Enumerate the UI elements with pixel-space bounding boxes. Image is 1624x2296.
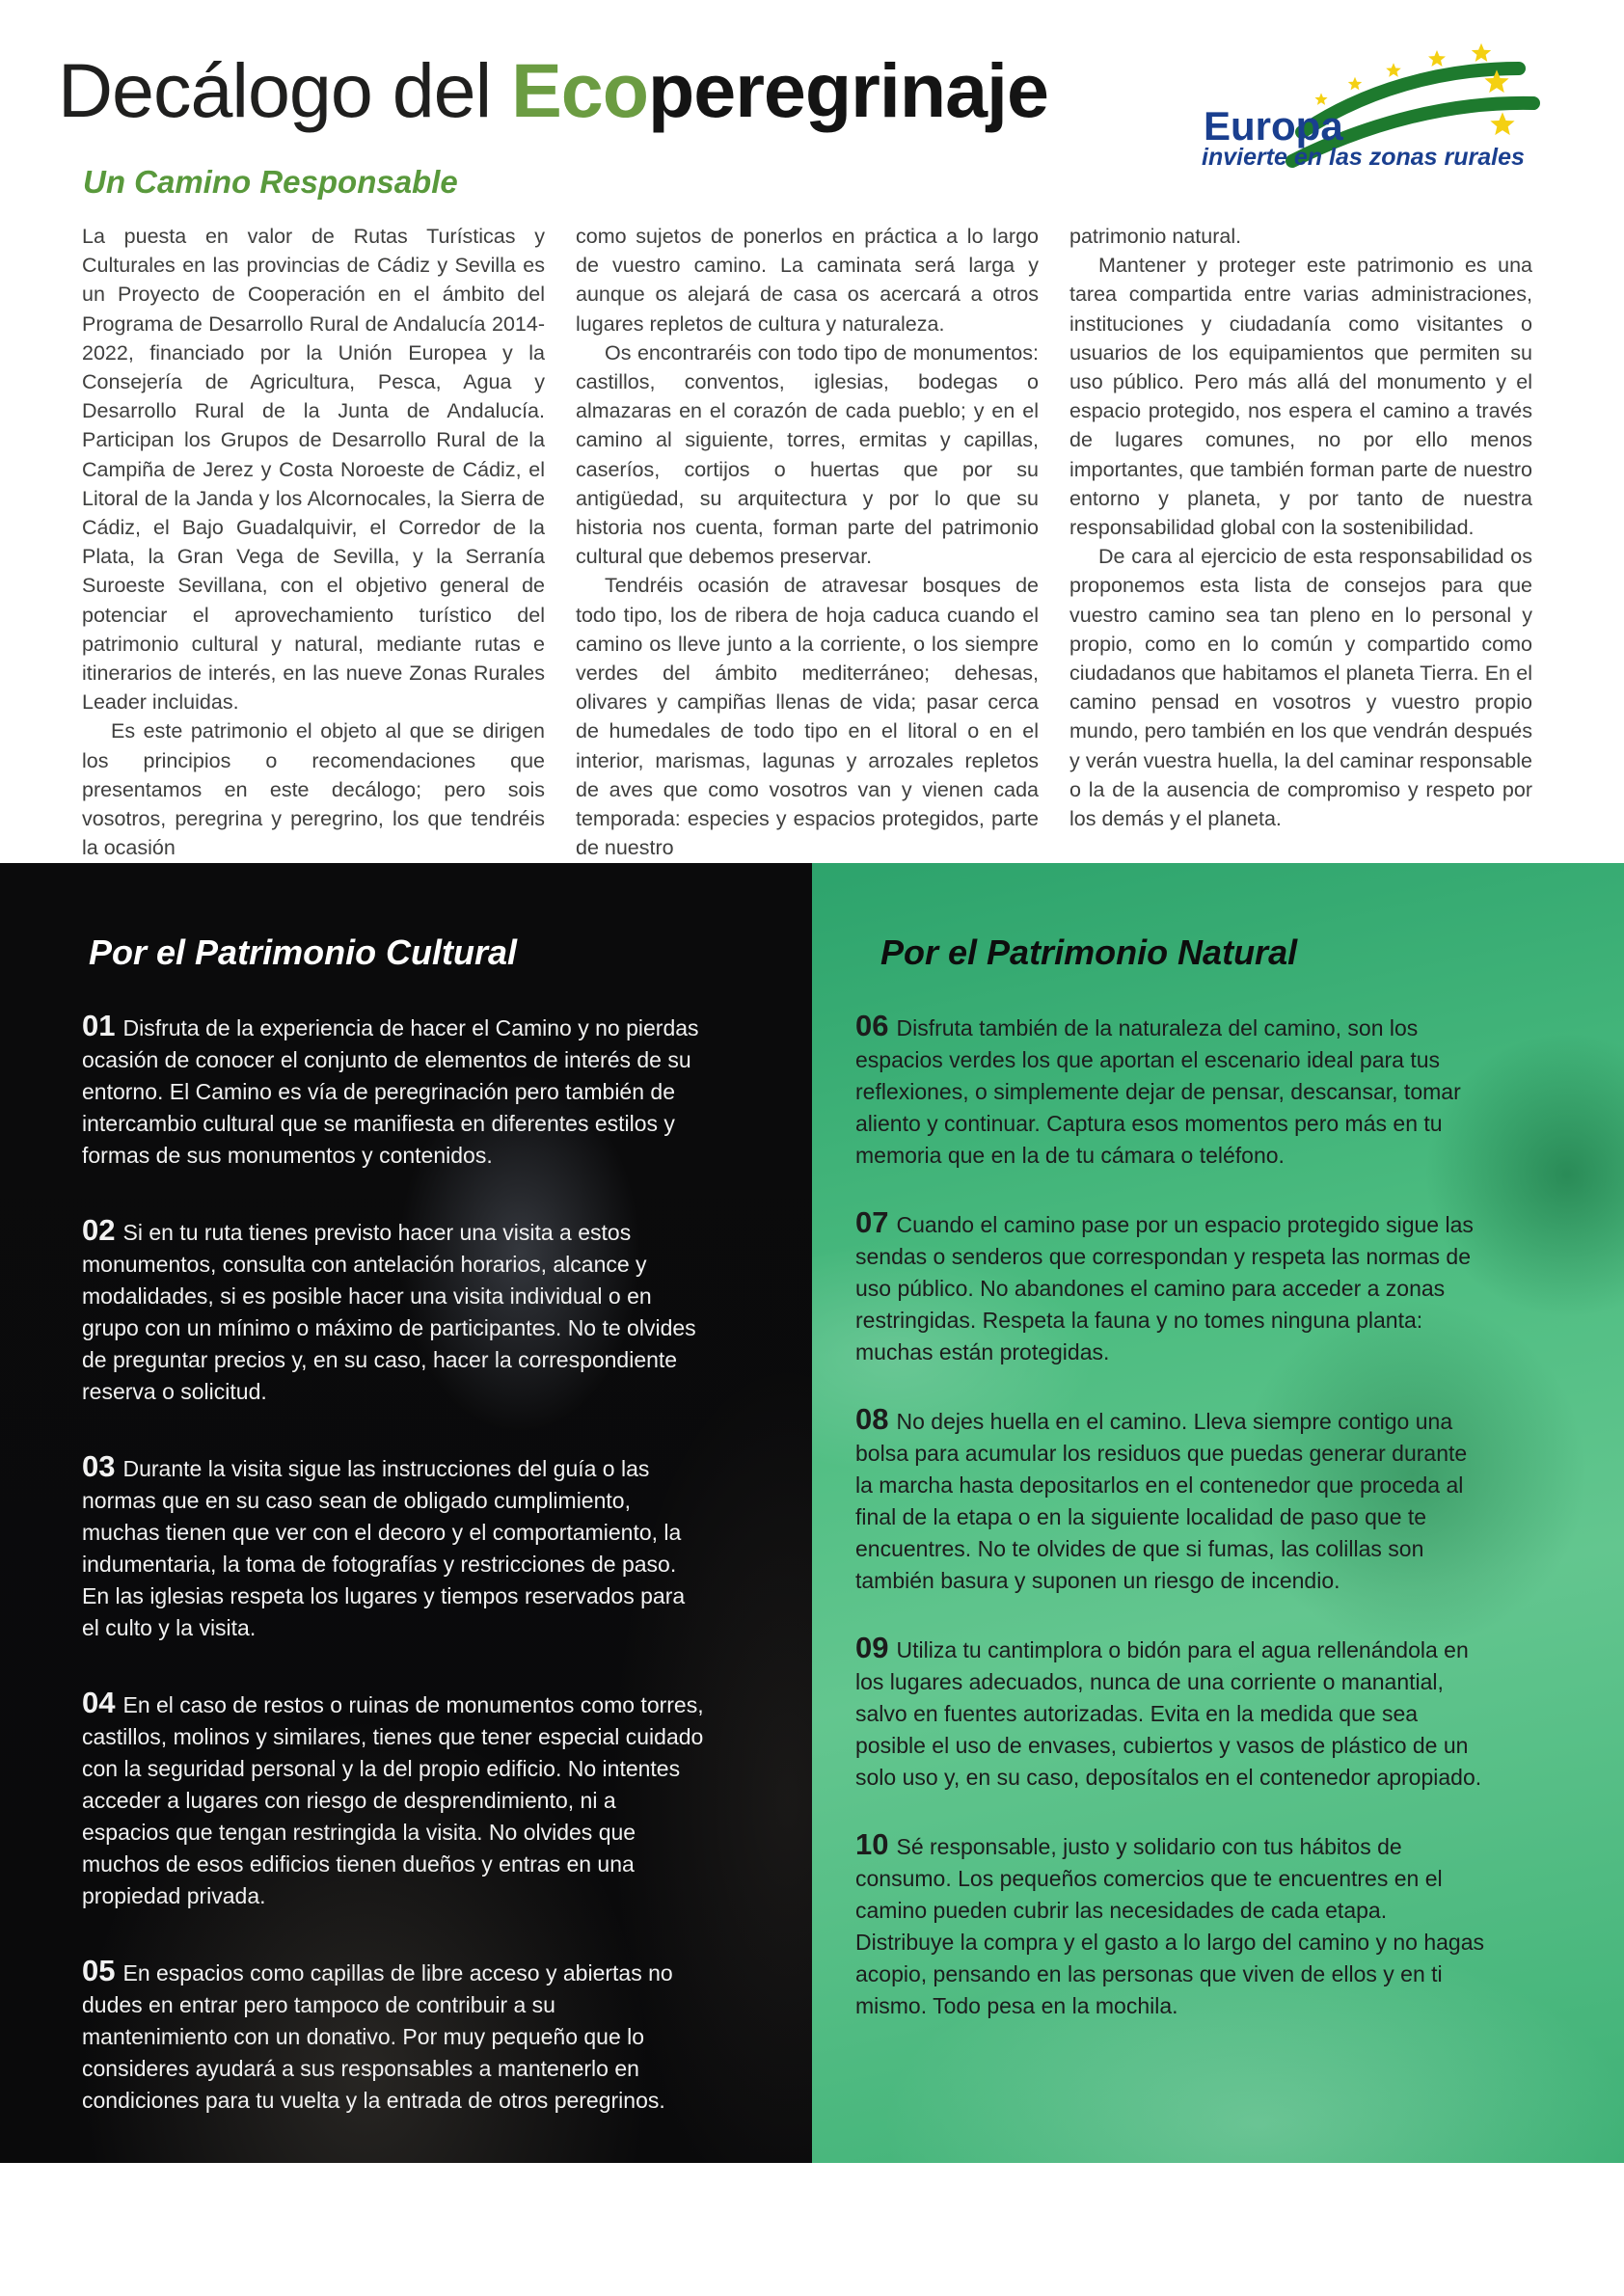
item-number: 04 <box>82 1686 116 1719</box>
decalogo-item-06 <box>855 1010 1484 1172</box>
intro-paragraph: Tendréis ocasión de atravesar bosques de todo tipo, los de ribera de hoja caduca cuando el camino os lleve junto a la corriente, o los siempre verdes del ámbito mediterráneo; dehesas, olivares y campiñas llenas de vida; pasar cerca de humedales de todo tipo en el litoral o en el interior, marismas, lagunas y arrozales repletos de aves que como vosotros van y vienen cada temporada: especies y espacios protegidos, parte de nuestro <box>576 574 1039 860</box>
item-text: Si en tu ruta tienes previsto hacer una visita a estos monumentos, consulta con antelación horarios, alcance y modalidades, si es posible hacer una visita individual o en grupo con un mínimo o máximo de participantes. No te olvides de preguntar precios y, en su caso, hacer la correspondiente reserva o solicitud. <box>82 1220 696 1404</box>
item-text: No dejes huella en el camino. Lleva siempre contigo una bolsa para acumular los residuos que puedas generar durante la marcha hasta depositarlos en el contenedor que proceda al final de la etapa o en la siguiente localidad de paso que te encuentres. No te olvides de que si fumas, las colillas son también basura y suponen un riesgo de incendio. <box>855 1409 1468 1593</box>
page-title <box>58 46 1048 135</box>
intro-paragraph: De cara al ejercicio de esta responsabilidad os proponemos esta lista de consejos para que vuestro camino sea tan pleno en lo personal y propio, como en lo común y compartido como ciudadanos que habitamos el planeta Tierra. En el camino pensad en vosotros y vuestro propio mundo, pero también en los que vendrán después y verán vuestra huella, la del caminar responsable o la de la ausencia de compromiso y respeto por los demás y el planeta. <box>1069 545 1532 831</box>
item-text: Utiliza tu cantimplora o bidón para el agua rellenándola en los lugares adecuados, nunca de una corriente o manantial, salvo en fuentes autorizadas. Evita en la medida que sea posible el uso de envases, cubiertos y vasos de plástico de un solo uso y, en su caso, deposítalos en el contenedor apropiado. <box>855 1637 1482 1790</box>
item-number: 01 <box>82 1009 116 1042</box>
footer-logos <box>0 2163 1624 2296</box>
item-text: En el caso de restos o ruinas de monumentos como torres, castillos, molinos y similares, tienes que tener especial cuidado con la seguridad personal y la del propio edificio. No intentes acceder a lugares con riesgo de desprendimiento, ni a espacios que tengan restringida la visita. No olvides que muchos de esos edificios tienen dueños y entras en una propiedad privada. <box>82 1692 704 1908</box>
intro-paragraph: La puesta en valor de Rutas Turísticas y Culturales en las provincias de Cádiz y Sevilla es un Proyecto de Cooperación en el ámbito del Programa de Desarrollo Rural de Andalucía 2014-2022, financiado por la Unión Europea y la Consejería de Agricultura, Pesca, Agua y Desarrollo Rural de la Junta de Andalucía. Participan los Grupos de Desarrollo Rural de la Campiña de Jerez y Costa Noroeste de Cádiz, el Litoral de la Janda y los Alcornocales, la Sierra de Cádiz, el Bajo Guadalquivir, el Corredor de la Plata, la Gran Vega de Sevilla, y la Serranía Suroeste Sevillana, con el objetivo general de potenciar el aprovechamiento turístico del patrimonio cultural y natural, mediante rutas e itinerarios de interés, en las nueve Zonas Rurales Leader incluidas. <box>82 225 545 715</box>
intro-paragraph: Mantener y proteger este patrimonio es una tarea compartida entre varias administraciones, instituciones y ciudadanía como visitantes o usuarios de los equipamientos que permiten su uso público. Pero más allá del monumento y el espacio protegido, nos espera el camino a través de lugares comunes, no por ello menos importantes, que también forman parte de nuestro entorno y planeta, y por tanto de nuestra responsabilidad global con la sostenibilidad. <box>1069 254 1532 540</box>
decalogo-item-10 <box>855 1828 1484 2022</box>
title-eco: Eco <box>511 47 648 133</box>
item-number: 09 <box>855 1631 889 1664</box>
cultural-heading: Por el Patrimonio Cultural <box>89 932 518 972</box>
natural-heading: Por el Patrimonio Natural <box>880 932 1298 972</box>
decalogo-item-09 <box>855 1632 1484 1794</box>
item-number: 05 <box>82 1954 116 1987</box>
item-number: 03 <box>82 1449 116 1483</box>
decalogo-item-08 <box>855 1403 1484 1597</box>
natural-panel <box>812 863 1624 2163</box>
subtitle: Un Camino Responsable <box>83 164 458 200</box>
intro-column-3 <box>1069 222 1532 862</box>
title-peregrinaje: peregrinaje <box>648 47 1048 133</box>
item-text: Cuando el camino pase por un espacio protegido sigue las sendas o senderos que correspondan y respeta las normas de uso público. No abandones el camino para acceder a zonas restringidas. Respeta la fauna y no tomes ninguna planta: muchas están protegidas. <box>855 1212 1474 1364</box>
cultural-panel <box>0 863 812 2163</box>
decalogo-item-02 <box>82 1214 707 1408</box>
item-text: Disfruta también de la naturaleza del camino, son los espacios verdes los que aportan el escenario ideal para tus reflexiones, o simplemente dejar de pensar, descansar, tomar aliento y continuar. Captura esos momentos pero más en tu memoria que en la de tu cámara o teléfono. <box>855 1015 1461 1168</box>
item-number: 06 <box>855 1009 889 1042</box>
decalogo-item-05 <box>82 1955 707 2117</box>
intro-columns <box>82 222 1532 862</box>
item-text: En espacios como capillas de libre acceso y abiertas no dudes en entrar pero tampoco de contribuir a su mantenimiento con un donativo. Por muy pequeño que lo consideres ayudará a sus responsables a mantenerlo en condiciones para tu vuelta y la entrada de otros peregrinos. <box>82 1960 673 2113</box>
item-number: 08 <box>855 1402 889 1436</box>
decalogo-item-03 <box>82 1450 707 1644</box>
decalogo-item-07 <box>855 1206 1484 1368</box>
europa-tagline: invierte en las zonas rurales <box>1202 144 1525 169</box>
decalogo-item-01 <box>82 1010 707 1172</box>
intro-paragraph: Es este patrimonio el objeto al que se dirigen los principios o recomendaciones que presentamos en este decálogo; pero sois vosotros, peregrina y peregrino, los que tendréis la ocasión <box>82 719 545 860</box>
intro-paragraph: Os encontraréis con todo tipo de monumentos: castillos, conventos, iglesias, bodegas o almazaras en el corazón de cada pueblo; y en el camino al siguiente, torres, ermitas y capillas, caseríos, cortijos o huertas que por su antigüedad, su arquitectura y por lo que su historia nos cuenta, forman parte del patrimonio cultural que debemos preservar. <box>576 340 1039 569</box>
item-text: Durante la visita sigue las instrucciones del guía o las normas que en su caso sean de obligado cumplimiento, muchas tienen que ver con el decoro y el comportamiento, la indumentaria, la toma de fotografías y restricciones de paso. En las iglesias respeta los lugares y tiempos reservados para el culto y la visita. <box>82 1456 686 1640</box>
intro-paragraph: patrimonio natural. <box>1069 225 1242 248</box>
europa-name: Europa <box>1204 103 1343 149</box>
intro-paragraph: como sujetos de ponerlos en práctica a lo largo de vuestro camino. La caminata será larga y aunque os alejará de casa os acercará a otros lugares repletos de cultura y naturaleza. <box>576 225 1039 336</box>
item-text: Sé responsable, justo y solidario con tus hábitos de consumo. Los pequeños comercios que te encuentres en el camino pueden cubrir las necesidades de cada etapa. Distribuye la compra y el gasto a lo largo del camino y no hagas acopio, pensando en las personas que viven de ellos y en ti mismo. Todo pesa en la mochila. <box>855 1834 1485 2018</box>
decalogo-band <box>0 863 1624 2163</box>
decalogo-item-04 <box>82 1687 707 1912</box>
europa-rural-logo <box>1196 43 1591 169</box>
item-number: 07 <box>855 1205 889 1239</box>
item-number: 10 <box>855 1827 889 1861</box>
intro-column-1 <box>82 222 545 862</box>
item-number: 02 <box>82 1213 116 1247</box>
intro-column-2 <box>576 222 1039 862</box>
item-text: Disfruta de la experiencia de hacer el Camino y no pierdas ocasión de conocer el conjunto de elementos de interés de su entorno. El Camino es vía de peregrinación pero también de intercambio cultural que se manifiesta en diferentes estilos y formas de sus monumentos y contenidos. <box>82 1015 699 1168</box>
title-light: Decálogo del <box>58 47 512 133</box>
